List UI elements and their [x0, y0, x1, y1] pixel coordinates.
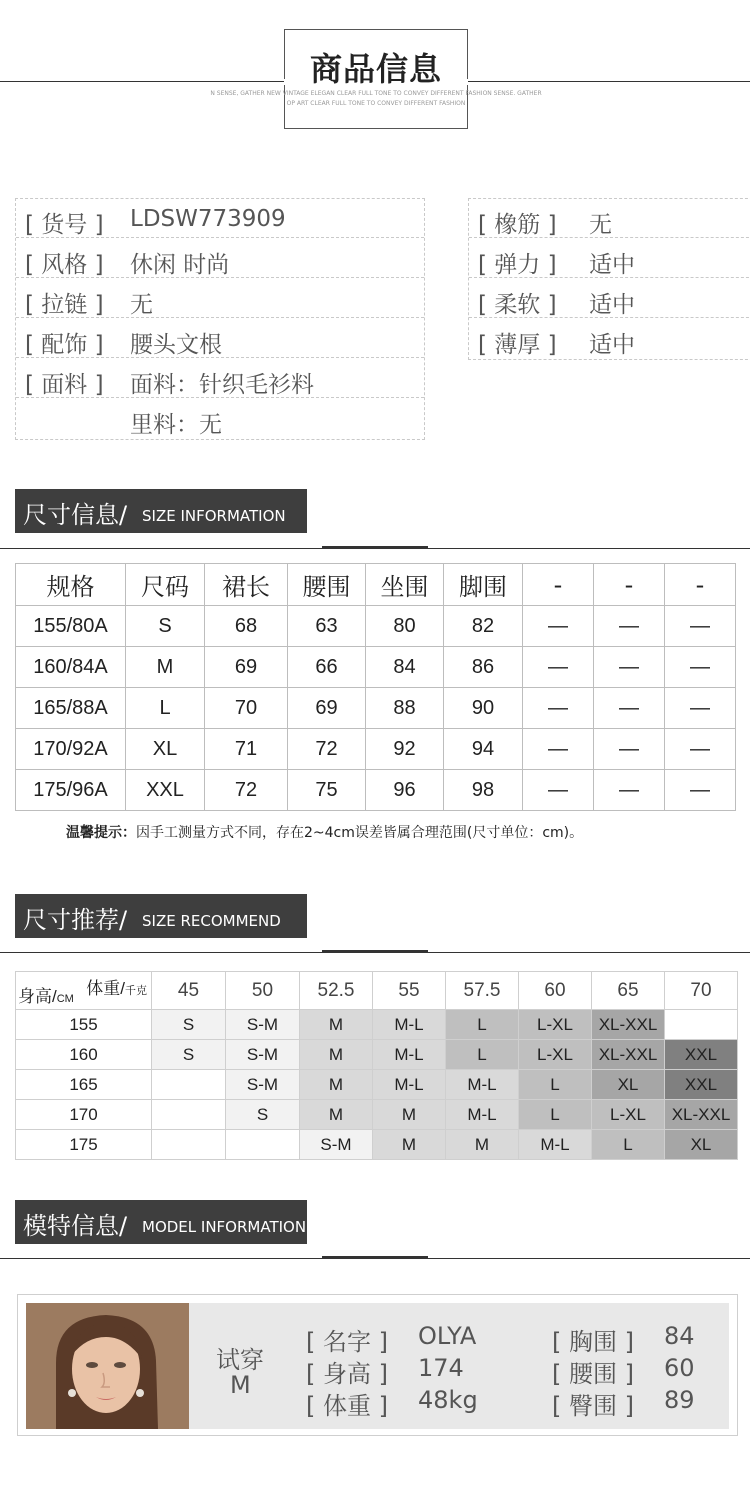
recommend-cell: M-L	[373, 1040, 446, 1070]
recommend-cell: M-L	[446, 1100, 519, 1130]
model-weight-label: [ 体重 ]	[306, 1392, 388, 1420]
recommend-cell: M	[300, 1100, 373, 1130]
recommend-cell: XL-XXL	[592, 1040, 665, 1070]
model-waist-value: 60	[664, 1354, 695, 1382]
table-row: 160 S S-M M M-L L L-XL XL-XXL XXL	[16, 1040, 738, 1070]
recommend-cell: M-L	[519, 1130, 592, 1160]
recommend-cell: S-M	[226, 1040, 300, 1070]
recommend-cell: L	[446, 1040, 519, 1070]
model-name-value: OLYA	[418, 1322, 477, 1350]
recommend-cell: L-XL	[592, 1100, 665, 1130]
page-title: 商品信息	[309, 50, 442, 88]
try-on-label: 试穿	[216, 1346, 264, 1374]
model-hip-label: [ 臀围 ]	[552, 1392, 634, 1420]
table-row: 165/88A L 70 69 88 90 — — —	[16, 688, 736, 729]
table-row: 170/92A XL 71 72 92 94 — — —	[16, 729, 736, 770]
table-row: 170 S M M M-L L L-XL XL-XXL	[16, 1100, 738, 1130]
size-table-header: 规格 尺码 裙长 腰围 坐围 脚围 - - -	[16, 564, 736, 606]
recommend-cell: M	[373, 1130, 446, 1160]
header-subtitle: N SENSE, GATHER NEW VINTAGE ELEGAN CLEAR FULL TONE TO CONVEY DIFFERENT FASHION SENSE. GATHER OP ART CLEAR FULL TONE TO CONVEY DIFFERENT FASHION	[210, 90, 542, 107]
recommend-cell: M	[373, 1100, 446, 1130]
recommend-header-row: 体重/千克 身高/CM 45 50 52.5 55 57.5 60 65 70	[16, 972, 738, 1010]
recommend-cell: L	[519, 1100, 592, 1130]
model-portrait-image	[26, 1303, 189, 1429]
recommend-cell: S-M	[226, 1010, 300, 1040]
info-row-thickness: [ 薄厚 ] 适中	[478, 332, 635, 358]
info-row-lining: 里料：无	[130, 412, 222, 438]
product-info-left	[15, 198, 425, 440]
recommend-cell: XL-XXL	[665, 1100, 738, 1130]
table-row: 175/96A XXL 72 75 96 98 — — —	[16, 770, 736, 811]
recommend-cell: S-M	[226, 1070, 300, 1100]
model-bust-label: [ 胸围 ]	[552, 1328, 634, 1356]
recommend-cell: L-XL	[519, 1010, 592, 1040]
recommend-cell	[665, 1010, 738, 1040]
recommend-cell: S	[226, 1100, 300, 1130]
recommend-cell: S	[152, 1010, 226, 1040]
try-on-size: M	[230, 1371, 251, 1399]
recommend-corner-cell: 体重/千克 身高/CM	[16, 972, 152, 1010]
info-row-fabric: [ 面料 ] 面料：针织毛衫料	[16, 359, 424, 398]
recommend-cell: XXL	[665, 1070, 738, 1100]
measurement-tip: 温馨提示：因手工测量方式不同，存在2~4cm误差皆属合理范围(尺寸单位：cm)。	[66, 825, 584, 841]
recommend-cell: M-L	[373, 1070, 446, 1100]
recommend-cell	[152, 1130, 226, 1160]
product-info-right	[468, 198, 750, 360]
recommend-cell: M	[300, 1010, 373, 1040]
info-row-accessory: [ 配饰 ] 腰头文根	[16, 319, 424, 358]
table-row: 175 S-M M M M-L L XL	[16, 1130, 738, 1160]
info-row-zipper: [ 拉链 ] 无	[16, 279, 424, 318]
size-info-heading: 尺寸信息/ SIZE INFORMATION	[15, 489, 307, 533]
model-hip-value: 89	[664, 1386, 695, 1414]
table-row: 155/80A S 68 63 80 82 — — —	[16, 606, 736, 647]
info-row-stretch: [ 弹力 ] 适中	[469, 239, 750, 278]
recommend-cell	[226, 1130, 300, 1160]
info-row-style: [ 风格 ] 休闲 时尚	[16, 239, 424, 278]
size-table	[15, 563, 736, 811]
info-row-item-no: [ 货号 ] LDSW773909	[16, 199, 424, 238]
recommend-cell: XL-XXL	[592, 1010, 665, 1040]
info-row-elastic-band: [ 橡筋 ] 无	[469, 199, 750, 238]
model-card	[17, 1294, 738, 1436]
size-info-rule-accent	[322, 546, 428, 549]
recommend-cell: L	[592, 1130, 665, 1160]
model-waist-label: [ 腰围 ]	[552, 1360, 634, 1388]
model-weight-value: 48kg	[418, 1386, 478, 1414]
model-height-value: 174	[418, 1354, 464, 1382]
recommend-cell: L	[519, 1070, 592, 1100]
model-name-label: [ 名字 ]	[306, 1328, 388, 1356]
model-photo	[26, 1303, 189, 1429]
recommend-cell: M	[300, 1040, 373, 1070]
size-recommend-table	[15, 971, 738, 1160]
recommend-cell: XL	[592, 1070, 665, 1100]
size-recommend-rule-accent	[322, 950, 428, 953]
model-info-heading: 模特信息/ MODEL INFORMATION	[15, 1200, 307, 1244]
recommend-cell: S-M	[300, 1130, 373, 1160]
model-bust-value: 84	[664, 1322, 695, 1350]
table-row: 155 S S-M M M-L L L-XL XL-XXL	[16, 1010, 738, 1040]
recommend-cell: M-L	[373, 1010, 446, 1040]
recommend-cell: L-XL	[519, 1040, 592, 1070]
info-row-softness: [ 柔软 ] 适中	[469, 279, 750, 318]
recommend-cell: M	[446, 1130, 519, 1160]
recommend-cell	[152, 1100, 226, 1130]
recommend-cell: M	[300, 1070, 373, 1100]
recommend-cell	[152, 1070, 226, 1100]
recommend-cell: L	[446, 1010, 519, 1040]
recommend-cell: XL	[665, 1130, 738, 1160]
recommend-cell: S	[152, 1040, 226, 1070]
model-info-rule-accent	[322, 1256, 428, 1259]
size-recommend-heading: 尺寸推荐/ SIZE RECOMMEND	[15, 894, 307, 938]
table-row: 165 S-M M M-L M-L L XL XXL	[16, 1070, 738, 1100]
model-height-label: [ 身高 ]	[306, 1360, 388, 1388]
recommend-cell: XXL	[665, 1040, 738, 1070]
table-row: 160/84A M 69 66 84 86 — — —	[16, 647, 736, 688]
recommend-cell: M-L	[446, 1070, 519, 1100]
